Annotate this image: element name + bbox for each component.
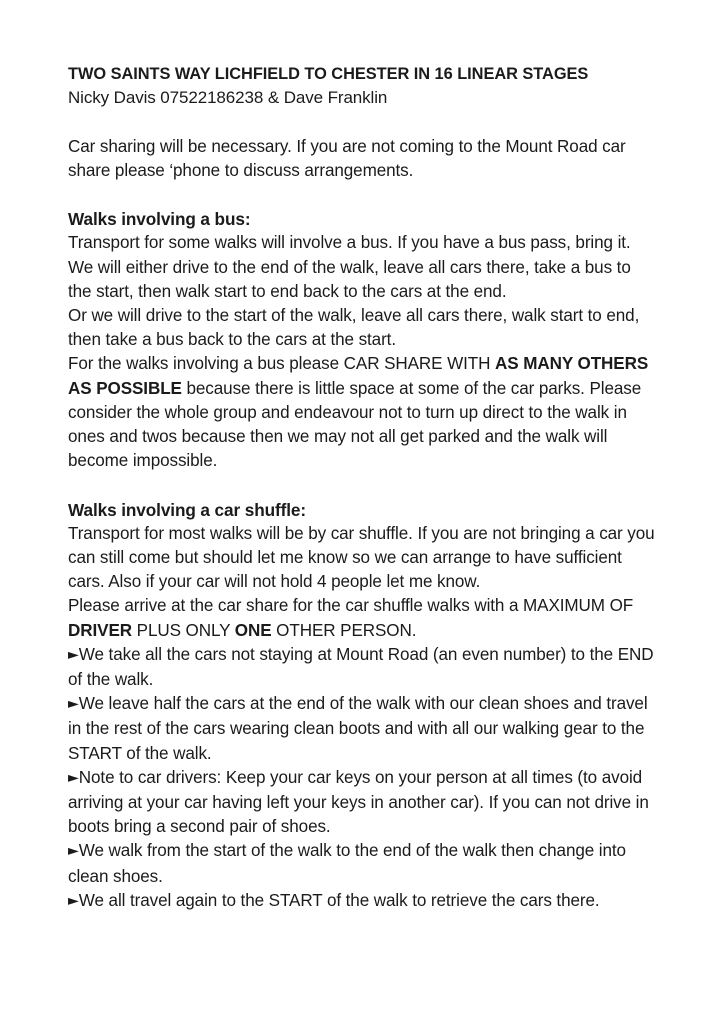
triangle-bullet-icon: ► bbox=[68, 892, 79, 909]
list-item-text: Note to car drivers: Keep your car keys on your person at all times (to avoid arriving at your car having left your keys in another car). If you can not drive in boots bring a second pair of shoes. bbox=[68, 767, 649, 837]
bus-paragraph-4-tail: because there is little space at some of the car parks. Please consider the whole group and endeavour not to turn up direct to the walk in ones and twos because then we may not all get parked and the walk will become impossible. bbox=[68, 378, 642, 471]
shuffle-paragraph-2-driver: DRIVER bbox=[68, 620, 132, 640]
shuffle-paragraph-2-mid: PLUS ONLY bbox=[132, 620, 235, 640]
list-item-text: We take all the cars not staying at Mount Road (an even number) to the END of the walk. bbox=[68, 644, 654, 690]
shuffle-bullet-list bbox=[68, 643, 656, 914]
shuffle-paragraph-2 bbox=[68, 594, 656, 642]
bus-paragraph-2: We will either drive to the end of the walk, leave all cars there, take a bus to the start, then walk start to end back to the cars at the end. bbox=[68, 257, 631, 301]
list-item bbox=[68, 839, 656, 888]
triangle-bullet-icon: ► bbox=[68, 696, 79, 713]
bus-paragraph-4-lead: For the walks involving a bus please CAR SHARE WITH bbox=[68, 354, 496, 374]
document-body bbox=[68, 62, 656, 914]
triangle-bullet-icon: ► bbox=[68, 769, 79, 786]
spacer bbox=[68, 183, 656, 207]
list-item bbox=[68, 766, 656, 840]
shuffle-section-heading: Walks involving a car shuffle: bbox=[68, 499, 307, 520]
bus-paragraph-4-emphasis: AS MANY OTHERS AS POSSIBLE bbox=[68, 354, 649, 398]
list-item bbox=[68, 643, 656, 692]
spacer bbox=[68, 473, 656, 497]
document-byline: Nicky Davis 07522186238 & Dave Franklin bbox=[68, 88, 388, 108]
triangle-bullet-icon: ► bbox=[68, 843, 79, 860]
list-item bbox=[68, 889, 656, 914]
list-item-text: We walk from the start of the walk to the end of the walk then change into clean shoes. bbox=[68, 841, 626, 886]
list-item-text: We leave half the cars at the end of the walk with our clean shoes and travel in the rest of the cars wearing clean boots and with all our walking gear to the START of the walk. bbox=[68, 694, 648, 763]
bus-paragraph-1: Transport for some walks will involve a bus. If you have a bus pass, bring it. bbox=[68, 233, 631, 253]
spacer bbox=[68, 110, 656, 134]
intro-paragraph: Car sharing will be necessary. If you are not coming to the Mount Road car share please ‘phone to discuss arrangements. bbox=[68, 136, 626, 180]
bus-paragraph-3: Or we will drive to the start of the walk, leave all cars there, walk start to end, then take a bus back to the cars at the start. bbox=[68, 306, 640, 350]
shuffle-paragraph-1: Transport for most walks will be by car shuffle. If you are not bringing a car you can still come but should let me know so we can arrange to have sufficient cars. Also if your car will not hold 4 people let me know. bbox=[68, 523, 655, 592]
shuffle-paragraph-2-lead: Please arrive at the car share for the car shuffle walks with a MAXIMUM OF bbox=[68, 596, 634, 616]
list-item bbox=[68, 692, 656, 766]
shuffle-paragraph-2-tail: OTHER PERSON. bbox=[271, 620, 417, 640]
document-title: TWO SAINTS WAY LICHFIELD TO CHESTER IN 16 LINEAR STAGES bbox=[68, 65, 589, 83]
shuffle-paragraph-2-one: ONE bbox=[234, 620, 272, 640]
triangle-bullet-icon: ► bbox=[68, 646, 79, 663]
bus-paragraph-4 bbox=[68, 352, 656, 473]
list-item-text: We all travel again to the START of the walk to retrieve the cars there. bbox=[78, 890, 600, 910]
bus-section-heading: Walks involving a bus: bbox=[68, 209, 251, 230]
